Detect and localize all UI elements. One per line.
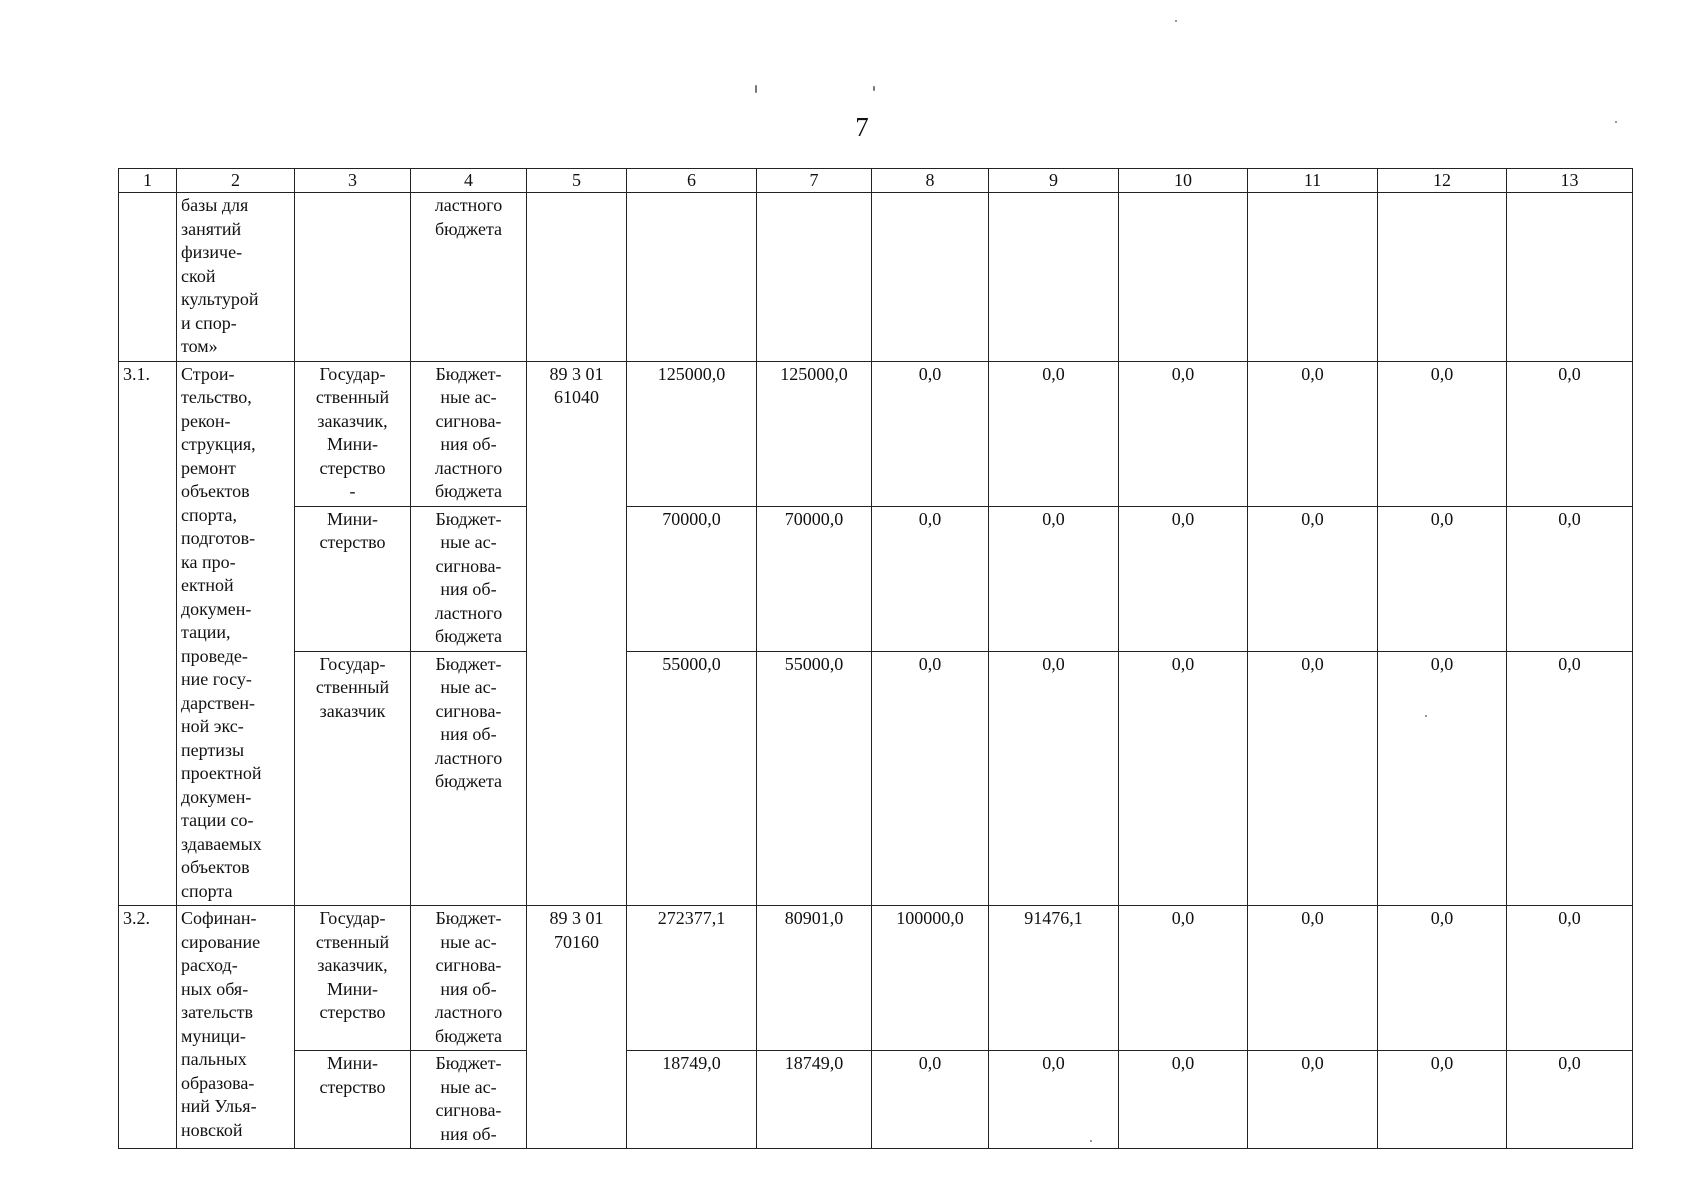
value-cell: 0,0: [872, 651, 989, 905]
executor-cell: Государ- ственный заказчик: [295, 651, 411, 905]
scan-speck: [873, 86, 875, 91]
column-number: 9: [989, 169, 1119, 193]
scan-speck: [755, 85, 757, 93]
funding-cell: Бюджет- ные ас- сигнова- ния об- ластного бюджета: [411, 906, 527, 1051]
table-row: [119, 906, 1633, 1051]
value-cell: [1119, 193, 1248, 362]
value-cell: 0,0: [872, 506, 989, 651]
page-number: 7: [855, 112, 869, 142]
value-cell: 0,0: [1119, 651, 1248, 905]
value-cell: 18749,0: [757, 1051, 872, 1149]
code-cell: 89 3 01 61040: [527, 361, 627, 906]
column-number-row: [119, 169, 1633, 193]
value-cell: [872, 193, 989, 362]
column-number: 11: [1248, 169, 1378, 193]
scan-speck: [1615, 121, 1617, 123]
item-name-cell: базы для занятий физиче- ской культурой и спор- том»: [177, 193, 295, 362]
value-cell: [627, 193, 757, 362]
value-cell: 80901,0: [757, 906, 872, 1051]
value-cell: 0,0: [1378, 506, 1507, 651]
column-number: 2: [177, 169, 295, 193]
value-cell: 91476,1: [989, 906, 1119, 1051]
value-cell: 0,0: [872, 361, 989, 506]
value-cell: 0,0: [1248, 361, 1378, 506]
column-number: 13: [1507, 169, 1633, 193]
column-number: 4: [411, 169, 527, 193]
item-number-cell: [119, 193, 177, 362]
table-row: [119, 651, 1633, 905]
executor-cell: [295, 193, 411, 362]
funding-cell: Бюджет- ные ас- сигнова- ния об- ластного бюджета: [411, 361, 527, 506]
value-cell: 0,0: [1378, 361, 1507, 506]
value-cell: [1378, 193, 1507, 362]
item-name-cell: Строи- тельство, рекон- струкция, ремонт объектов спорта, подготов- ка про- ектной докумен- тации, проведе- ние госу- дарствен- ной экс- пертизы проектной докумен- тации со- здаваемых объектов спорта: [177, 361, 295, 906]
code-cell: [527, 193, 627, 362]
funding-cell: Бюджет- ные ас- сигнова- ния об- ластного бюджета: [411, 506, 527, 651]
value-cell: 0,0: [1507, 651, 1633, 905]
value-cell: 0,0: [1119, 361, 1248, 506]
column-number: 6: [627, 169, 757, 193]
column-number: 12: [1378, 169, 1507, 193]
value-cell: 55000,0: [757, 651, 872, 905]
value-cell: 0,0: [1248, 506, 1378, 651]
value-cell: 272377,1: [627, 906, 757, 1051]
item-number-cell: 3.2.: [119, 906, 177, 1149]
value-cell: 0,0: [989, 361, 1119, 506]
executor-cell: Государ- ственный заказчик, Мини- стерство: [295, 906, 411, 1051]
value-cell: 0,0: [1507, 1051, 1633, 1149]
value-cell: 0,0: [1378, 651, 1507, 905]
value-cell: [989, 193, 1119, 362]
value-cell: 0,0: [1248, 651, 1378, 905]
value-cell: 70000,0: [757, 506, 872, 651]
value-cell: [1248, 193, 1378, 362]
value-cell: 0,0: [1507, 361, 1633, 506]
value-cell: 0,0: [1119, 1051, 1248, 1149]
scan-speck: [1175, 20, 1177, 22]
value-cell: 0,0: [872, 1051, 989, 1149]
column-number: 3: [295, 169, 411, 193]
value-cell: 70000,0: [627, 506, 757, 651]
funding-cell: Бюджет- ные ас- сигнова- ния об- ластного бюджета: [411, 651, 527, 905]
value-cell: 0,0: [1507, 506, 1633, 651]
value-cell: 0,0: [1507, 906, 1633, 1051]
value-cell: 0,0: [1248, 1051, 1378, 1149]
table-row: [119, 506, 1633, 651]
value-cell: 0,0: [989, 651, 1119, 905]
executor-cell: Мини- стерство: [295, 506, 411, 651]
value-cell: 0,0: [1119, 506, 1248, 651]
value-cell: 0,0: [1119, 906, 1248, 1051]
funding-cell: Бюджет- ные ас- сигнова- ния об-: [411, 1051, 527, 1149]
funding-cell: ластного бюджета: [411, 193, 527, 362]
value-cell: 0,0: [989, 506, 1119, 651]
code-cell: 89 3 01 70160: [527, 906, 627, 1149]
value-cell: 18749,0: [627, 1051, 757, 1149]
value-cell: 0,0: [1248, 906, 1378, 1051]
column-number: 7: [757, 169, 872, 193]
value-cell: 0,0: [1378, 1051, 1507, 1149]
value-cell: [1507, 193, 1633, 362]
table-row-continuation: [119, 193, 1633, 362]
value-cell: 125000,0: [757, 361, 872, 506]
item-number-cell: 3.1.: [119, 361, 177, 906]
table-row: [119, 1051, 1633, 1149]
value-cell: 125000,0: [627, 361, 757, 506]
value-cell: 55000,0: [627, 651, 757, 905]
value-cell: 0,0: [1378, 906, 1507, 1051]
executor-cell: Мини- стерство: [295, 1051, 411, 1149]
column-number: 8: [872, 169, 989, 193]
budget-table: [118, 168, 1633, 1149]
column-number: 10: [1119, 169, 1248, 193]
table-row: [119, 361, 1633, 506]
item-name-cell: Софинан- сирование расход- ных обя- зательств муници- пальных образова- ний Улья- новской: [177, 906, 295, 1149]
value-cell: 0,0: [989, 1051, 1119, 1149]
column-number: 5: [527, 169, 627, 193]
column-number: 1: [119, 169, 177, 193]
value-cell: [757, 193, 872, 362]
value-cell: 100000,0: [872, 906, 989, 1051]
executor-cell: Государ- ственный заказчик, Мини- стерство -: [295, 361, 411, 506]
